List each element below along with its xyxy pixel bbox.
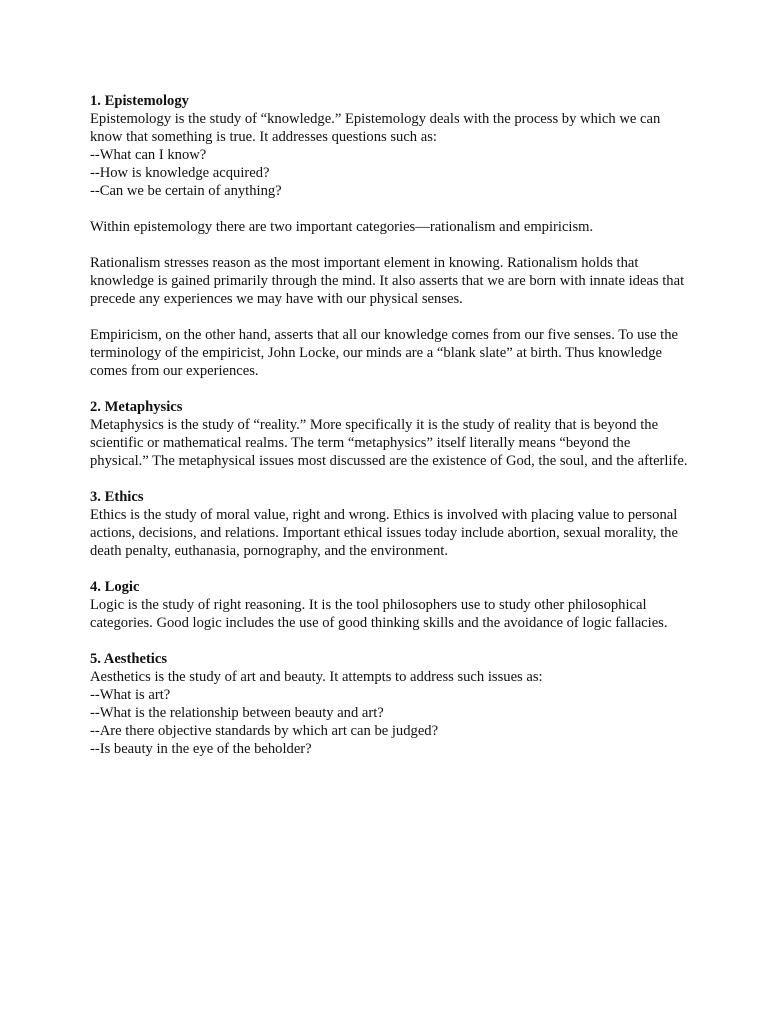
section-metaphysics bbox=[90, 398, 690, 470]
paragraph: Empiricism, on the other hand, asserts that all our knowledge comes from our five senses. To use the terminology of the empiricist, John Locke, our minds are a “blank slate” at birth. Thus knowledge comes from our experiences. bbox=[90, 327, 678, 379]
section-heading: 3. Ethics bbox=[90, 489, 144, 505]
list-item: --Can we be certain of anything? bbox=[90, 183, 282, 199]
list-item: --What can I know? bbox=[90, 147, 207, 163]
document-page bbox=[90, 92, 690, 776]
section-logic bbox=[90, 578, 690, 632]
list-item: --Are there objective standards by which art can be judged? bbox=[90, 723, 439, 739]
section-heading: 4. Logic bbox=[90, 579, 140, 595]
section-heading: 1. Epistemology bbox=[90, 93, 189, 109]
paragraph: Within epistemology there are two important categories—rationalism and empiricism. bbox=[90, 219, 594, 235]
section-heading: 5. Aesthetics bbox=[90, 651, 168, 667]
section-body: Aesthetics is the study of art and beauty. It attempts to address such issues as: bbox=[90, 669, 543, 685]
section-aesthetics bbox=[90, 650, 690, 758]
section-body: Logic is the study of right reasoning. It is the tool philosophers use to study other philosophical categories. Good logic includes the use of good thinking skills and the avoidance of logic fallacies. bbox=[90, 597, 668, 631]
section-heading: 2. Metaphysics bbox=[90, 399, 183, 415]
paragraph: Rationalism stresses reason as the most important element in knowing. Rationalism holds that knowledge is gained primarily through the mind. It also asserts that we are born with innate ideas that precede any experiences we may have with our physical senses. bbox=[90, 255, 685, 307]
list-item: --What is the relationship between beauty and art? bbox=[90, 705, 384, 721]
section-body: Metaphysics is the study of “reality.” More specifically it is the study of reality that is beyond the scientific or mathematical realms. The term “metaphysics” itself literally means “beyond the physical.” The metaphysical issues most discussed are the existence of God, the soul, and the afterlife. bbox=[90, 417, 688, 469]
list-item: --Is beauty in the eye of the beholder? bbox=[90, 741, 312, 757]
section-ethics bbox=[90, 488, 690, 560]
list-item: --How is knowledge acquired? bbox=[90, 165, 270, 181]
section-body: Ethics is the study of moral value, right and wrong. Ethics is involved with placing value to personal actions, decisions, and relations. Important ethical issues today include abortion, sexual morality, the death penalty, euthanasia, pornography, and the environment. bbox=[90, 507, 678, 559]
list-item: --What is art? bbox=[90, 687, 171, 703]
section-epistemology bbox=[90, 92, 690, 380]
section-body: Epistemology is the study of “knowledge.” Epistemology deals with the process by which we can know that something is true. It addresses questions such as: bbox=[90, 111, 661, 145]
